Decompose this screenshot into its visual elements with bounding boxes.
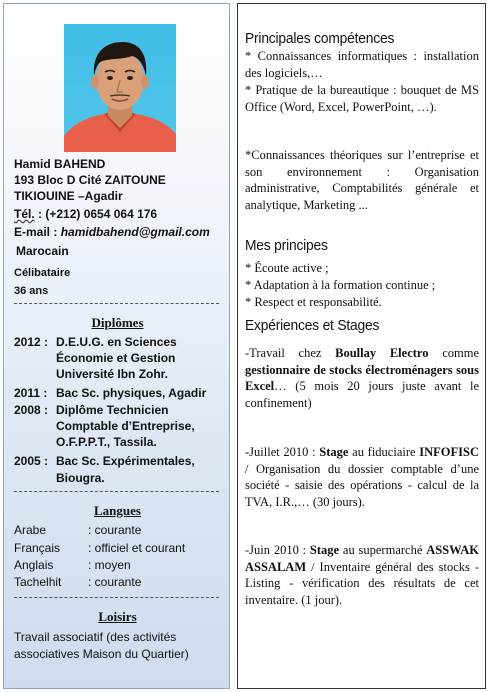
age: 36 ans [14, 285, 49, 297]
language-name: Français [14, 541, 61, 555]
experience-company: INFOFISC [419, 445, 479, 459]
diploma-item [14, 454, 195, 468]
diploma-item [14, 386, 206, 400]
competence-item: * Pratique de la bureautique : bouquet de MS Office (Word, Excel, PowerPoint, …). [245, 83, 479, 114]
experience-text: … (5 mois 20 jours juste avant le confinement) [245, 379, 479, 410]
candidate-name: Hamid BAHEND [14, 157, 106, 171]
experience-text: / Inventaire général des stocks - Listing - vérification des résultats de cet inventaire. (1 jour). [245, 559, 479, 607]
diploma-year: 2011 : [14, 386, 48, 400]
experience-text: au fiduciaire [348, 445, 420, 459]
diplomes-title: Diplômes [91, 315, 144, 330]
email-address: hamidbahend@gmail.com [60, 225, 210, 239]
left-sidebar [3, 3, 230, 689]
diploma-text: Économie et Gestion [56, 351, 176, 365]
language-level: : officiel et courant [88, 541, 186, 555]
language-row [14, 558, 131, 572]
address-line-1: 193 Bloc D Cité ZAITOUNE [14, 173, 166, 187]
competence-item: * Connaissances informatiques : installation des logiciels,… [245, 49, 479, 80]
principe-item: * Respect et responsabilité. [245, 295, 382, 309]
principe-item: * Adaptation à la formation continue ; [245, 278, 436, 292]
language-level: : courante [88, 523, 142, 537]
experiences-title: Expériences et Stages [245, 317, 380, 334]
experience-text: -Juin 2010 : [245, 543, 310, 557]
phone [14, 207, 157, 221]
diploma-text: Diplôme Technicien [56, 403, 169, 417]
experience-text: -Travail chez [245, 346, 336, 360]
email [14, 225, 210, 239]
marital-status: Célibataire [14, 267, 71, 279]
diploma-text: Comptable d’Entreprise, [56, 419, 195, 433]
experience-item [245, 345, 479, 411]
diploma-text: Bac Sc. Expérimentales, [56, 454, 195, 468]
experience-text: au supermarché [339, 543, 427, 557]
langues-title: Langues [94, 503, 141, 518]
experience-text: comme [428, 346, 479, 360]
diploma-text: Bac Sc. physiques, Agadir [56, 386, 207, 400]
diploma-year: 2008 : [14, 403, 49, 417]
language-level: : courante [88, 575, 142, 589]
principe-item: * Écoute active ; [245, 261, 329, 275]
language-name: Anglais [14, 558, 54, 572]
loisirs-line-2: associatives Maison du Quartier) [14, 647, 189, 661]
experience-text: -Juillet 2010 : [245, 445, 320, 459]
diploma-year: 2005 : [14, 454, 49, 468]
profile-photo [64, 24, 176, 152]
diploma-text: O.F.P.P.T., Tassila. [56, 435, 157, 449]
divider [14, 303, 219, 304]
language-name: Arabe [14, 523, 47, 537]
experience-type: Stage [319, 445, 349, 459]
address-line-2: TIKIOUINE –Agadir [14, 189, 123, 203]
language-level: : moyen [88, 558, 131, 572]
language-row [14, 541, 185, 555]
diploma-text: D.E.U.G. en Sciences [56, 335, 177, 349]
principes-title: Mes principes [245, 237, 328, 254]
phone-number: : (+212) 0654 064 176 [34, 207, 158, 221]
language-row [14, 523, 141, 537]
phone-label: Tél. [14, 207, 35, 221]
right-main-panel [237, 3, 486, 689]
experience-item [245, 542, 479, 608]
nationality: Marocain [16, 244, 69, 258]
experience-text: / Organisation du dossier comptable d’une société - saisie des opérations - calcul de la TVA, I.R.,… (30 jours). [245, 461, 479, 509]
language-row [14, 575, 141, 589]
language-name: Tachelhit [14, 575, 62, 589]
diploma-item [14, 403, 168, 417]
experience-item [245, 444, 479, 510]
divider [14, 491, 219, 492]
competences-title: Principales compétences [245, 30, 395, 47]
loisirs-title: Loisirs [98, 609, 137, 624]
email-label: E-mail : [14, 225, 61, 239]
experience-company: Boullay Electro [335, 346, 429, 360]
experience-type: Stage [309, 543, 340, 557]
diploma-text: Université Ibn Zohr. [56, 367, 169, 381]
loisirs-line-1: Travail associatif (des activités [14, 630, 177, 644]
diploma-year: 2012 : [14, 335, 49, 349]
diploma-text: Biougra. [56, 471, 105, 485]
experience-role: gestionnaire de stocks électroménagers sous Excel [245, 362, 479, 393]
competence-item: *Connaissances théoriques sur l’entreprise et son environnement : Organisation administrative, Comptabilités générale et analytique, Marketing ... [245, 148, 479, 212]
diploma-item [14, 335, 177, 349]
experience-company: ASSWAK ASSALAM [245, 543, 479, 574]
divider [14, 597, 219, 598]
